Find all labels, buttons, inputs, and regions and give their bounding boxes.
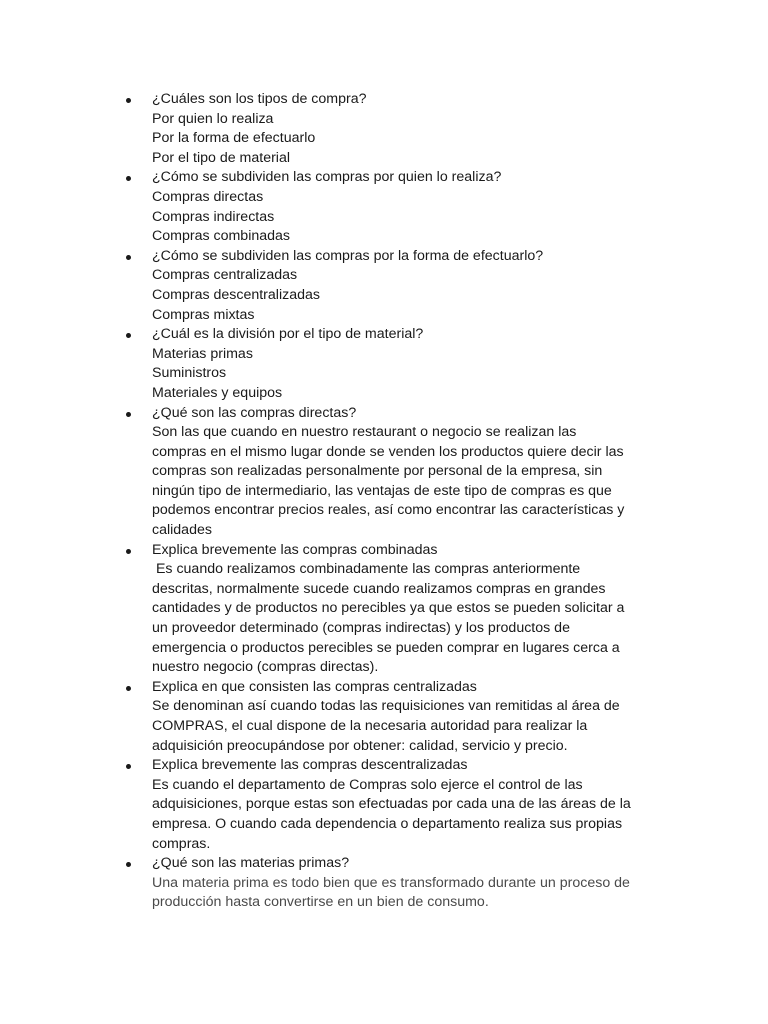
answer-line: ningún tipo de intermediario, las ventajas de este tipo de compras es que xyxy=(152,482,612,499)
question-text: Explica brevemente las compras descentralizadas xyxy=(152,757,468,774)
question-text: ¿Cómo se subdividen las compras por quien lo realiza? xyxy=(152,169,502,186)
answer-line: compras en el mismo lugar donde se venden los productos quiere decir las xyxy=(152,443,624,460)
answer-line: podemos encontrar precios reales, así como encontrar las características y xyxy=(152,502,625,519)
answer-line: cantidades y de productos no perecibles ya que estos se pueden solicitar a xyxy=(152,600,625,617)
answer-line: Materias primas xyxy=(152,345,253,362)
question-text: ¿Cómo se subdividen las compras por la forma de efectuarlo? xyxy=(152,247,544,264)
answer-line: compras. xyxy=(152,835,211,852)
list-item xyxy=(0,247,768,325)
answer-line: Suministros xyxy=(152,365,227,382)
bullet-icon xyxy=(126,255,131,260)
question-text: Explica brevemente las compras combinadas xyxy=(152,541,438,558)
answer-line: producción hasta convertirse en un bien de consumo. xyxy=(152,894,489,911)
answer-line: Por el tipo de material xyxy=(152,149,291,166)
answer-line: calidades xyxy=(152,522,212,539)
bullet-icon xyxy=(126,176,131,181)
answer-line: Por la forma de efectuarlo xyxy=(152,130,316,147)
list-item xyxy=(0,678,768,756)
list-item xyxy=(0,404,768,541)
question-list xyxy=(0,90,768,913)
answer-line: descritas, normalmente sucede cuando realizamos compras en grandes xyxy=(152,580,606,597)
bullet-icon xyxy=(126,549,131,554)
question-text: ¿Qué son las compras directas? xyxy=(152,404,357,421)
answer-line: Compras directas xyxy=(152,188,264,205)
answer-line: Por quien lo realiza xyxy=(152,110,274,127)
answer-line: Compras indirectas xyxy=(152,208,275,225)
document-page xyxy=(0,90,768,913)
bullet-icon xyxy=(126,764,131,769)
answer-line: Compras centralizadas xyxy=(152,267,298,284)
list-item xyxy=(0,168,768,246)
answer-line: COMPRAS, el cual dispone de la necesaria autoridad para realizar la xyxy=(152,718,588,734)
answer-line: adquisiciones, porque estas son efectuadas por cada una de las áreas de la xyxy=(152,796,631,813)
question-text: ¿Qué son las materias primas? xyxy=(152,855,350,872)
bullet-icon xyxy=(126,333,131,338)
list-item xyxy=(0,541,768,678)
question-text: ¿Cuáles son los tipos de compra? xyxy=(152,91,367,107)
answer-line: Es cuando realizamos combinadamente las compras anteriormente xyxy=(152,561,581,578)
answer-line: adquisición preocupándose por obtener: calidad, servicio y precio. xyxy=(152,737,568,754)
answer-line: Una materia prima es todo bien que es transformado durante un proceso de xyxy=(152,874,630,891)
bullet-icon xyxy=(126,686,131,691)
question-text: ¿Cuál es la división por el tipo de material? xyxy=(152,326,424,343)
answer-line: nuestro negocio (compras directas). xyxy=(152,659,379,676)
bullet-icon xyxy=(126,412,131,417)
bullet-icon xyxy=(126,98,131,103)
answer-line: Compras descentralizadas xyxy=(152,286,320,303)
answer-line: empresa. O cuando cada dependencia o departamento realiza sus propias xyxy=(152,815,623,832)
bullet-icon xyxy=(126,862,131,867)
list-item xyxy=(0,325,768,403)
answer-line: Compras mixtas xyxy=(152,306,255,323)
answer-line: emergencia o productos perecibles se pueden comprar en lugares cerca a xyxy=(152,639,620,656)
answer-line: Se denominan así cuando todas las requisiciones van remitidas al área de xyxy=(152,698,620,715)
answer-line: un proveedor determinado (compras indirectas) y los productos de xyxy=(152,620,570,637)
answer-line: Son las que cuando en nuestro restaurant o negocio se realizan las xyxy=(152,424,577,441)
answer-line: Es cuando el departamento de Compras solo ejerce el control de las xyxy=(152,776,583,793)
list-item xyxy=(0,854,768,913)
question-text: Explica en que consisten las compras centralizadas xyxy=(152,678,477,695)
list-item xyxy=(0,756,768,854)
list-item xyxy=(0,90,768,168)
answer-line: Materiales y equipos xyxy=(152,384,283,401)
answer-line: Compras combinadas xyxy=(152,228,290,245)
answer-line: compras son realizadas personalmente por personal de la empresa, sin xyxy=(152,463,603,480)
